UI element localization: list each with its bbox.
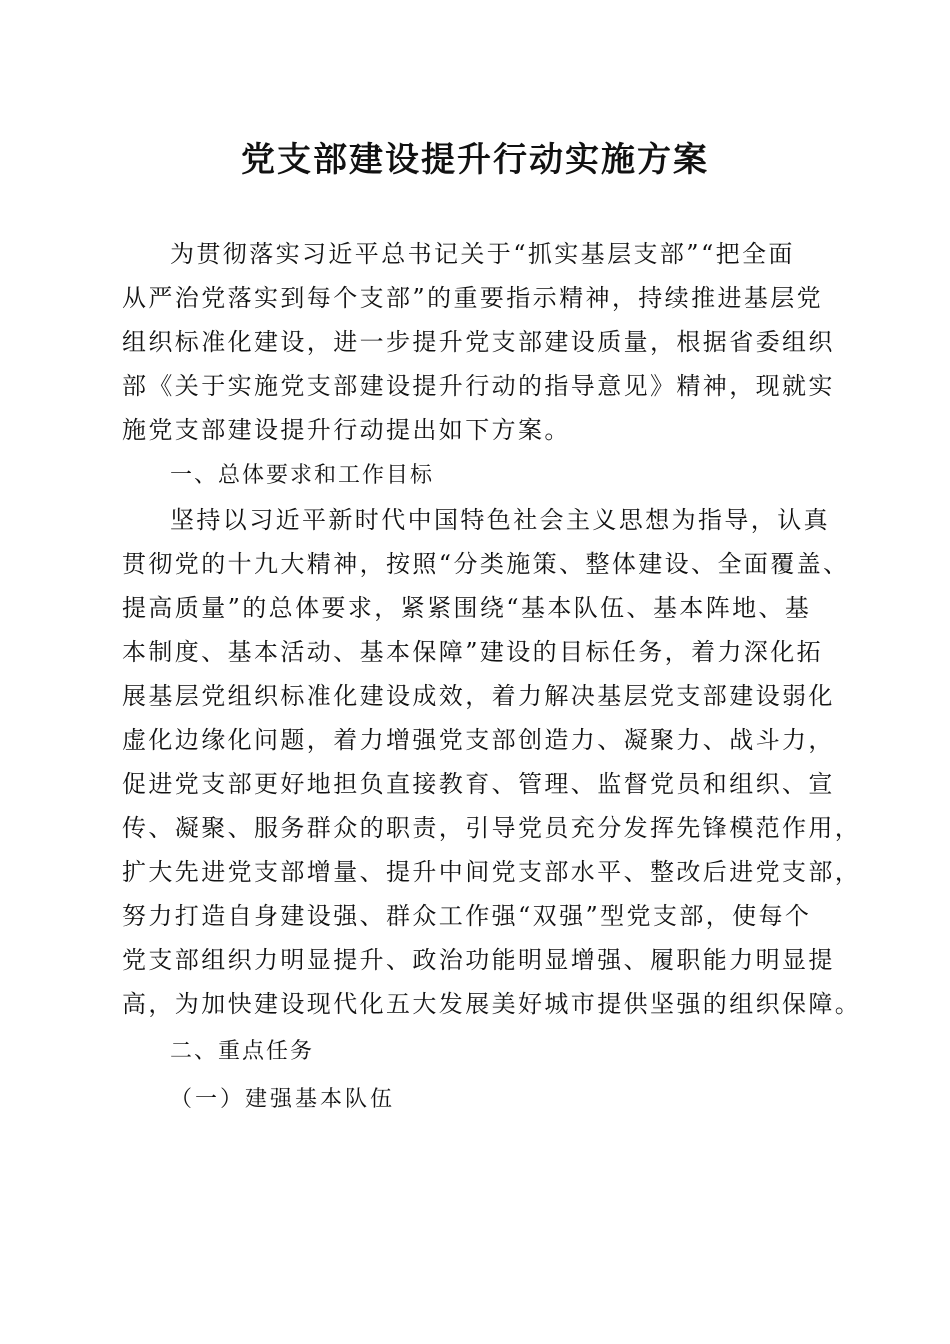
document-title: 党支部建设提升行动实施方案: [241, 140, 709, 180]
paragraph-2-line-5: 展基层党组织标准化建设成效，着力解决基层党支部建设弱化: [122, 682, 835, 710]
paragraph-2-line-1: 坚持以习近平新时代中国特色社会主义思想为指导，认真: [170, 506, 830, 534]
paragraph-2-line-3: 提高质量”的总体要求，紧紧围绕“基本队伍、基本阵地、基: [122, 594, 812, 622]
paragraph-2-line-10: 努力打造自身建设强、群众工作强“双强”型党支部，使每个: [122, 902, 812, 930]
paragraph-1-line-2: 从严治党落实到每个支部”的重要指示精神，持续推进基层党: [122, 284, 824, 312]
paragraph-2-line-9: 扩大先进党支部增量、提升中间党支部水平、整改后进党支部，: [122, 858, 862, 886]
paragraph-2-line-12: 高，为加快建设现代化五大发展美好城市提供坚强的组织保障。: [122, 990, 862, 1018]
paragraph-1-line-4: 部《关于实施党支部建设提升行动的指导意见》精神，现就实: [122, 372, 835, 400]
section-heading-2: 二、重点任务: [170, 1039, 315, 1064]
paragraph-2-line-11: 党支部组织力明显提升、政治功能明显增强、履职能力明显提: [122, 946, 835, 974]
subsection-heading-1: （一）建强基本队伍: [170, 1087, 396, 1112]
paragraph-2-line-2: 贯彻党的十九大精神，按照“分类施策、整体建设、全面覆盖、: [122, 550, 850, 578]
section-heading-1: 一、总体要求和工作目标: [170, 463, 435, 488]
paragraph-2-line-7: 促进党支部更好地担负直接教育、管理、监督党员和组织、宣: [122, 770, 835, 798]
paragraph-1-line-1: 为贯彻落实习近平总书记关于“抓实基层支部”“把全面: [170, 240, 795, 268]
paragraph-1-line-5: 施党支部建设提升行动提出如下方案。: [122, 416, 571, 444]
paragraph-2-line-4: 本制度、基本活动、基本保障”建设的目标任务，着力深化拓: [122, 638, 824, 666]
paragraph-2-line-6: 虚化边缘化问题，着力增强党支部创造力、凝聚力、战斗力，: [122, 726, 835, 754]
paragraph-2-line-8: 传、凝聚、服务群众的职责，引导党员充分发挥先锋模范作用，: [122, 814, 862, 842]
paragraph-1-line-3: 组织标准化建设，进一步提升党支部建设质量，根据省委组织: [122, 328, 835, 356]
